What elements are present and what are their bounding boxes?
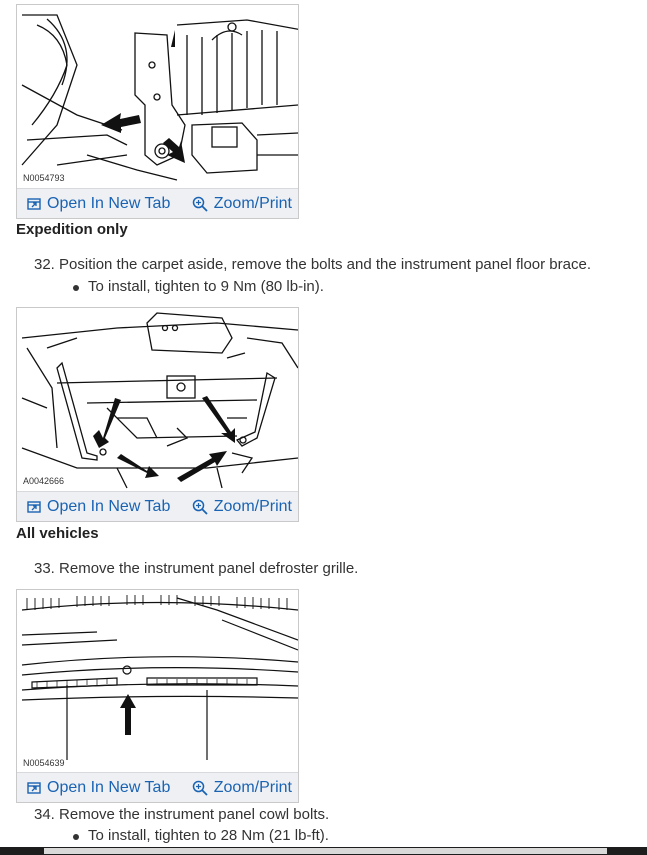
- figure-2: [16, 307, 299, 522]
- zoom-print-label: Zoom/Print: [213, 497, 292, 515]
- zoom-magnifier-icon: [192, 196, 208, 212]
- zoom-magnifier-icon: [192, 499, 208, 515]
- figure-2-illustration: [17, 308, 298, 491]
- open-in-new-tab-label: Open In New Tab: [47, 194, 171, 212]
- step-32-bullet: To install, tighten to 9 Nm (80 lb-in).: [88, 278, 324, 295]
- zoom-print-label: Zoom/Print: [213, 778, 292, 796]
- section-heading-all-vehicles: All vehicles: [16, 525, 99, 542]
- figure-actions: [17, 491, 298, 521]
- step-32: 32. Position the carpet aside, remove the bolts and the instrument panel floor brace.: [34, 256, 591, 273]
- step-34: 34. Remove the instrument panel cowl bolts.: [34, 806, 330, 823]
- section-heading-expedition: Expedition only: [16, 221, 128, 238]
- open-new-tab-icon: [27, 197, 41, 211]
- horizontal-scrollbar[interactable]: [0, 847, 647, 855]
- open-in-new-tab-link[interactable]: [27, 779, 170, 797]
- figure-id: N0054793: [23, 173, 65, 183]
- figure-actions: [17, 188, 298, 218]
- figure-id: A0042666: [23, 476, 65, 486]
- figure-actions: [17, 772, 298, 802]
- zoom-magnifier-icon: [192, 780, 208, 796]
- zoom-print-link[interactable]: [192, 195, 292, 213]
- step-34-bullet: To install, tighten to 28 Nm (21 lb-ft).: [88, 827, 329, 844]
- figure-3: [16, 589, 299, 803]
- open-new-tab-icon: [27, 781, 41, 795]
- open-in-new-tab-link[interactable]: [27, 498, 170, 516]
- step-33: 33. Remove the instrument panel defroster grille.: [34, 560, 359, 577]
- zoom-print-link[interactable]: [192, 498, 292, 516]
- open-in-new-tab-label: Open In New Tab: [47, 778, 171, 796]
- figure-3-illustration: [17, 590, 298, 772]
- open-new-tab-icon: [27, 500, 41, 514]
- zoom-print-label: Zoom/Print: [213, 194, 292, 212]
- figure-1: [16, 4, 299, 219]
- open-in-new-tab-link[interactable]: [27, 195, 170, 213]
- figure-id: N0054639: [23, 758, 65, 768]
- open-in-new-tab-label: Open In New Tab: [47, 497, 171, 515]
- scrollbar-thumb[interactable]: [44, 848, 607, 854]
- figure-1-illustration: [17, 5, 298, 188]
- zoom-print-link[interactable]: [192, 779, 292, 797]
